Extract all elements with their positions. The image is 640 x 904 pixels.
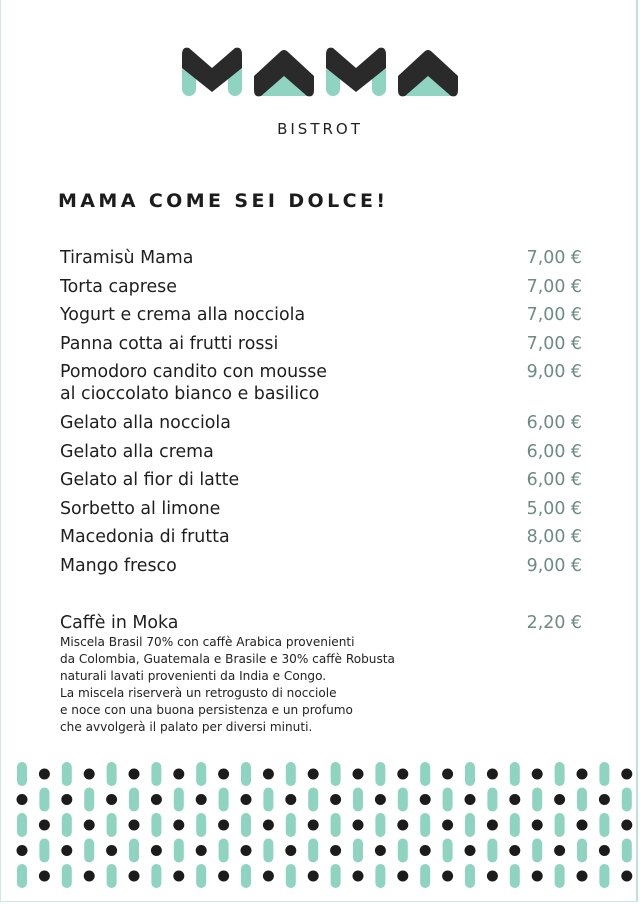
pattern-dot bbox=[129, 769, 140, 780]
pattern-pill bbox=[510, 864, 520, 888]
pattern-dot bbox=[554, 845, 565, 856]
pattern-pill bbox=[107, 762, 117, 786]
menu-item bbox=[60, 526, 582, 548]
menu-item-name-line: Yogurt e crema alla nocciola bbox=[60, 305, 306, 326]
menu-item-price: 6,00 € bbox=[526, 470, 582, 491]
logo-letter-a bbox=[398, 50, 458, 96]
pattern-pill bbox=[39, 788, 49, 812]
pattern-pill bbox=[219, 839, 229, 863]
pattern-dot bbox=[241, 845, 252, 856]
pattern-pill bbox=[263, 839, 273, 863]
pattern-dot bbox=[397, 769, 408, 780]
menu-item-price: 6,00 € bbox=[526, 441, 582, 462]
pattern-dot bbox=[196, 845, 207, 856]
menu-item-price: 5,00 € bbox=[526, 498, 582, 519]
menu-item-name-line: Gelato al fior di latte bbox=[60, 470, 240, 491]
pattern-dot bbox=[17, 794, 28, 805]
pattern-pill bbox=[532, 839, 542, 863]
menu-item-price: 9,00 € bbox=[526, 362, 582, 383]
logo-letter-a bbox=[254, 50, 314, 96]
pattern-pill bbox=[308, 788, 318, 812]
dessert-menu-list bbox=[60, 247, 582, 584]
menu-item-name-line: al cioccolato bianco e basilico bbox=[60, 384, 320, 405]
menu-item-name bbox=[60, 526, 230, 548]
pattern-pill bbox=[353, 839, 363, 863]
pattern-pill bbox=[17, 813, 27, 837]
pattern-dot bbox=[577, 769, 588, 780]
pattern-dot bbox=[308, 871, 319, 882]
pattern-pill bbox=[196, 813, 206, 837]
coffee-description bbox=[60, 634, 582, 736]
pattern-dot bbox=[218, 820, 229, 831]
pattern-dot bbox=[397, 820, 408, 831]
pattern-pill bbox=[487, 788, 497, 812]
pattern-pill bbox=[263, 788, 273, 812]
brand-subtitle: BISTROT bbox=[277, 120, 363, 138]
pattern-pill bbox=[39, 839, 49, 863]
menu-item-name bbox=[60, 498, 220, 520]
pattern-pill bbox=[286, 864, 296, 888]
pattern-pill bbox=[622, 839, 632, 863]
logo-letter-m bbox=[182, 48, 242, 96]
pattern-dot bbox=[375, 845, 386, 856]
pattern-pill bbox=[532, 788, 542, 812]
pattern-dot bbox=[173, 769, 184, 780]
pattern-pill bbox=[331, 864, 341, 888]
coffee-description-line: naturali lavati provenienti da India e Congo. bbox=[60, 669, 327, 683]
pattern-dot bbox=[330, 845, 341, 856]
pattern-dot bbox=[577, 871, 588, 882]
pattern-dot bbox=[532, 820, 543, 831]
pattern-pill bbox=[353, 788, 363, 812]
pattern-dot bbox=[84, 871, 95, 882]
pattern-pill bbox=[375, 762, 385, 786]
pattern-pill bbox=[420, 813, 430, 837]
menu-item-name-line: Macedonia di frutta bbox=[60, 527, 230, 548]
pattern-pill bbox=[286, 762, 296, 786]
menu-item-name-line: Torta caprese bbox=[60, 276, 177, 297]
pattern-dot bbox=[263, 769, 274, 780]
section-title: MAMA COME SEI DOLCE! bbox=[58, 190, 389, 212]
pattern-dot bbox=[263, 871, 274, 882]
pattern-dot bbox=[599, 845, 610, 856]
pattern-pill bbox=[174, 788, 184, 812]
pattern-dot bbox=[84, 820, 95, 831]
pattern-pill bbox=[151, 762, 161, 786]
pattern-dot bbox=[196, 794, 207, 805]
menu-item-price: 7,00 € bbox=[526, 333, 582, 354]
pattern-pill bbox=[241, 762, 251, 786]
pattern-pill bbox=[375, 813, 385, 837]
pattern-dot bbox=[420, 845, 431, 856]
pattern-pill bbox=[510, 762, 520, 786]
logo-letter-m bbox=[326, 48, 386, 96]
pattern-pill bbox=[443, 839, 453, 863]
coffee-price: 2,20 € bbox=[526, 613, 582, 633]
menu-item-price: 7,00 € bbox=[526, 276, 582, 297]
menu-item bbox=[60, 498, 582, 520]
pattern-dot bbox=[129, 820, 140, 831]
pattern-pill bbox=[331, 762, 341, 786]
pattern-dot bbox=[532, 769, 543, 780]
menu-item bbox=[60, 333, 582, 355]
menu-item-name-line: Gelato alla nocciola bbox=[60, 412, 231, 433]
coffee-item bbox=[60, 612, 582, 736]
pattern-pill bbox=[555, 762, 565, 786]
pattern-dot bbox=[263, 820, 274, 831]
menu-item bbox=[60, 304, 582, 326]
menu-item-name bbox=[60, 555, 177, 577]
pattern-pill bbox=[555, 813, 565, 837]
pattern-pill bbox=[17, 762, 27, 786]
pattern-pill bbox=[107, 864, 117, 888]
pattern-dot bbox=[420, 794, 431, 805]
pattern-dot bbox=[577, 820, 588, 831]
menu-item bbox=[60, 412, 582, 434]
pattern-dot bbox=[129, 871, 140, 882]
pattern-pill bbox=[420, 762, 430, 786]
menu-item bbox=[60, 361, 582, 405]
pattern-dot bbox=[442, 871, 453, 882]
pattern-pill bbox=[62, 762, 72, 786]
pattern-pill bbox=[107, 813, 117, 837]
menu-item-price: 7,00 € bbox=[526, 248, 582, 268]
pattern-dot bbox=[61, 845, 72, 856]
pattern-pill bbox=[577, 839, 587, 863]
pattern-pill bbox=[465, 864, 475, 888]
pattern-dot bbox=[465, 794, 476, 805]
pattern-dot bbox=[487, 820, 498, 831]
pattern-dot bbox=[509, 845, 520, 856]
menu-item bbox=[60, 441, 582, 463]
menu-item-name-line: Mango fresco bbox=[60, 555, 177, 576]
pattern-dot bbox=[39, 820, 50, 831]
pattern-dot bbox=[285, 794, 296, 805]
menu-item-price: 7,00 € bbox=[526, 305, 582, 326]
pattern-pill bbox=[84, 839, 94, 863]
pattern-dot bbox=[353, 820, 364, 831]
pattern-dot bbox=[487, 871, 498, 882]
pattern-pill bbox=[241, 864, 251, 888]
pattern-dot bbox=[599, 794, 610, 805]
pattern-pill bbox=[599, 813, 609, 837]
pattern-pill bbox=[487, 839, 497, 863]
pattern-dot bbox=[621, 820, 632, 831]
pattern-pill bbox=[398, 839, 408, 863]
pattern-pill bbox=[599, 864, 609, 888]
pattern-dot bbox=[173, 820, 184, 831]
pattern-dot bbox=[106, 794, 117, 805]
pattern-dot bbox=[39, 769, 50, 780]
menu-item-name bbox=[60, 441, 214, 463]
pattern-dot bbox=[308, 769, 319, 780]
pattern-dot bbox=[61, 794, 72, 805]
mama-logo bbox=[180, 46, 460, 98]
pattern-pill bbox=[62, 864, 72, 888]
pattern-dot bbox=[151, 845, 162, 856]
menu-item-name bbox=[60, 304, 305, 326]
menu-item-price: 8,00 € bbox=[526, 527, 582, 548]
menu-item bbox=[60, 469, 582, 491]
coffee-description-line: La miscela riserverà un retrogusto di nocciole bbox=[60, 686, 337, 700]
pattern-dot bbox=[308, 820, 319, 831]
menu-item bbox=[60, 555, 582, 577]
pattern-pill bbox=[555, 864, 565, 888]
pattern-dot bbox=[106, 845, 117, 856]
menu-item-price: 9,00 € bbox=[526, 555, 582, 576]
pattern-pill bbox=[375, 864, 385, 888]
pattern-pill bbox=[465, 762, 475, 786]
pattern-pill bbox=[286, 813, 296, 837]
pattern-dot bbox=[17, 845, 28, 856]
coffee-description-line: e noce con una buona persistenza e un profumo bbox=[60, 703, 353, 717]
pattern-pill bbox=[151, 813, 161, 837]
coffee-name: Caffè in Moka bbox=[60, 613, 179, 633]
pattern-dot bbox=[442, 769, 453, 780]
pattern-pill bbox=[398, 788, 408, 812]
pattern-dot bbox=[218, 769, 229, 780]
menu-item-price: 6,00 € bbox=[526, 412, 582, 433]
pattern-pill bbox=[219, 788, 229, 812]
menu-item-name bbox=[60, 469, 239, 491]
menu-item-name bbox=[60, 361, 327, 405]
decorative-dot-pattern bbox=[0, 750, 640, 900]
coffee-description-line: che avvolgerà il palato per diversi minuti. bbox=[60, 720, 313, 734]
coffee-description-line: da Colombia, Guatemala e Brasile e 30% caffè Robusta bbox=[60, 652, 395, 666]
pattern-pill bbox=[241, 813, 251, 837]
pattern-dot bbox=[375, 794, 386, 805]
pattern-dot bbox=[84, 769, 95, 780]
pattern-pill bbox=[308, 839, 318, 863]
pattern-dot bbox=[554, 794, 565, 805]
menu-item-name bbox=[60, 247, 193, 269]
pattern-dot bbox=[465, 845, 476, 856]
pattern-pill bbox=[62, 813, 72, 837]
pattern-dot bbox=[353, 769, 364, 780]
pattern-pill bbox=[599, 762, 609, 786]
pattern-pill bbox=[443, 788, 453, 812]
pattern-pill bbox=[174, 839, 184, 863]
menu-item-name-line: Gelato alla crema bbox=[60, 441, 214, 462]
pattern-pill bbox=[17, 864, 27, 888]
menu-item bbox=[60, 247, 582, 269]
pattern-dot bbox=[621, 871, 632, 882]
menu-item-name-line: Tiramisù Mama bbox=[60, 248, 194, 268]
pattern-dot bbox=[39, 871, 50, 882]
menu-item-name-line: Pomodoro candito con mousse bbox=[60, 362, 327, 383]
pattern-pill bbox=[510, 813, 520, 837]
pattern-dot bbox=[621, 769, 632, 780]
pattern-dot bbox=[173, 871, 184, 882]
pattern-pill bbox=[622, 788, 632, 812]
pattern-pill bbox=[196, 864, 206, 888]
pattern-dot bbox=[487, 769, 498, 780]
pattern-dot bbox=[241, 794, 252, 805]
pattern-dot bbox=[285, 845, 296, 856]
coffee-description-line: Miscela Brasil 70% con caffè Arabica provenienti bbox=[60, 635, 355, 649]
pattern-pill bbox=[129, 839, 139, 863]
menu-item bbox=[60, 276, 582, 298]
menu-item-name bbox=[60, 276, 177, 298]
pattern-pill bbox=[196, 762, 206, 786]
pattern-pill bbox=[129, 788, 139, 812]
pattern-pill bbox=[420, 864, 430, 888]
pattern-pill bbox=[151, 864, 161, 888]
pattern-dot bbox=[397, 871, 408, 882]
pattern-pill bbox=[84, 788, 94, 812]
pattern-dot bbox=[353, 871, 364, 882]
pattern-dot bbox=[442, 820, 453, 831]
menu-item-name bbox=[60, 333, 278, 355]
menu-item-name-line: Panna cotta ai frutti rossi bbox=[60, 333, 279, 354]
pattern-dot bbox=[151, 794, 162, 805]
pattern-dot bbox=[509, 794, 520, 805]
menu-item-name bbox=[60, 412, 231, 434]
menu-item-name-line: Sorbetto al limone bbox=[60, 498, 221, 519]
pattern-dot bbox=[218, 871, 229, 882]
pattern-pill bbox=[331, 813, 341, 837]
pattern-pill bbox=[577, 788, 587, 812]
pattern-pill bbox=[465, 813, 475, 837]
pattern-dot bbox=[532, 871, 543, 882]
pattern-dot bbox=[330, 794, 341, 805]
